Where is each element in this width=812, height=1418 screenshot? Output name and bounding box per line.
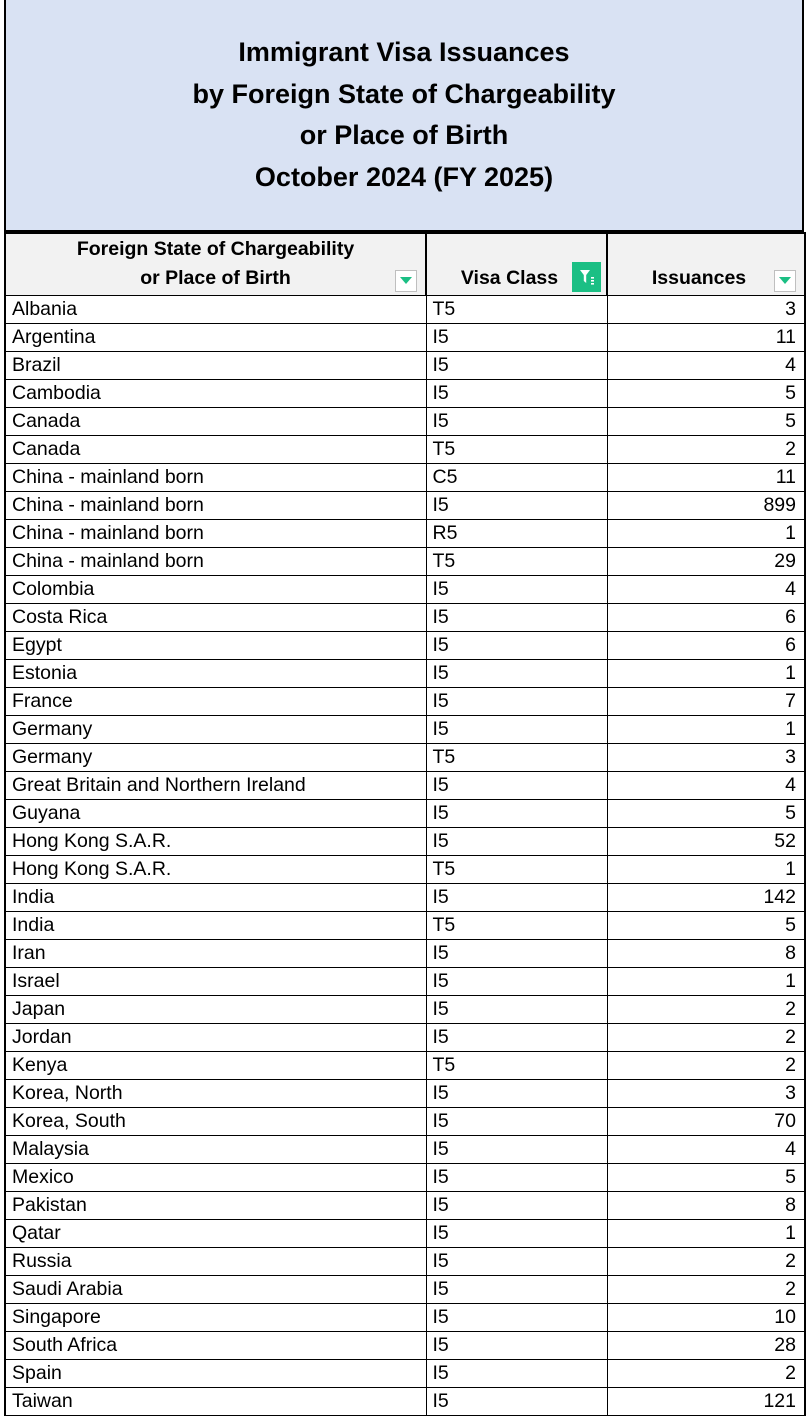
cell-country[interactable]: South Africa <box>5 1331 426 1359</box>
cell-country[interactable]: China - mainland born <box>5 519 426 547</box>
cell-visa-class[interactable]: I5 <box>426 491 607 519</box>
filter-dropdown-issuances[interactable] <box>774 270 796 292</box>
cell-visa-class[interactable]: I5 <box>426 1247 607 1275</box>
cell-visa-class[interactable]: I5 <box>426 1275 607 1303</box>
cell-country[interactable]: Egypt <box>5 631 426 659</box>
cell-country[interactable]: Hong Kong S.A.R. <box>5 855 426 883</box>
cell-visa-class[interactable]: I5 <box>426 1303 607 1331</box>
cell-issuances[interactable]: 1 <box>607 967 805 995</box>
table-row <box>5 519 805 547</box>
table-row <box>5 463 805 491</box>
issuance-table <box>4 232 806 1416</box>
cell-visa-class[interactable]: I5 <box>426 631 607 659</box>
cell-country[interactable]: India <box>5 883 426 911</box>
cell-visa-class[interactable]: I5 <box>426 827 607 855</box>
cell-country[interactable]: Korea, North <box>5 1079 426 1107</box>
cell-country[interactable]: Albania <box>5 295 426 323</box>
cell-issuances[interactable]: 6 <box>607 631 805 659</box>
cell-country[interactable]: Malaysia <box>5 1135 426 1163</box>
cell-visa-class[interactable]: I5 <box>426 771 607 799</box>
table-row <box>5 827 805 855</box>
table-row <box>5 435 805 463</box>
table-row <box>5 771 805 799</box>
cell-issuances[interactable]: 4 <box>607 1135 805 1163</box>
table-row <box>5 1051 805 1079</box>
cell-visa-class[interactable]: I5 <box>426 967 607 995</box>
cell-visa-class[interactable]: I5 <box>426 407 607 435</box>
cell-visa-class[interactable]: I5 <box>426 939 607 967</box>
table-row <box>5 1191 805 1219</box>
table-row <box>5 1303 805 1331</box>
cell-country[interactable]: Brazil <box>5 351 426 379</box>
table-row <box>5 379 805 407</box>
cell-issuances[interactable]: 3 <box>607 295 805 323</box>
cell-visa-class[interactable]: I5 <box>426 1359 607 1387</box>
cell-country[interactable]: Costa Rica <box>5 603 426 631</box>
cell-visa-class[interactable]: T5 <box>426 855 607 883</box>
cell-issuances[interactable]: 2 <box>607 1247 805 1275</box>
header-visa-class[interactable] <box>426 233 607 295</box>
cell-issuances[interactable]: 6 <box>607 603 805 631</box>
cell-country[interactable]: Colombia <box>5 575 426 603</box>
cell-visa-class[interactable]: I5 <box>426 799 607 827</box>
table-row <box>5 603 805 631</box>
cell-country[interactable]: Taiwan <box>5 1387 426 1415</box>
cell-country[interactable]: India <box>5 911 426 939</box>
header-visa-class-label: Visa Class <box>460 266 559 289</box>
table-row <box>5 1079 805 1107</box>
table-row <box>5 1135 805 1163</box>
cell-visa-class[interactable]: I5 <box>426 1023 607 1051</box>
cell-visa-class[interactable]: T5 <box>426 1051 607 1079</box>
cell-visa-class[interactable]: I5 <box>426 1107 607 1135</box>
cell-issuances[interactable]: 5 <box>607 911 805 939</box>
table-row <box>5 1107 805 1135</box>
title-line-4: October 2024 (FY 2025) <box>254 161 554 192</box>
table-row <box>5 1359 805 1387</box>
cell-country[interactable]: France <box>5 687 426 715</box>
cell-visa-class[interactable]: T5 <box>426 295 607 323</box>
cell-country[interactable]: Cambodia <box>5 379 426 407</box>
title-line-2: by Foreign State of Chargeability <box>192 78 616 109</box>
cell-issuances[interactable]: 2 <box>607 1051 805 1079</box>
header-issuances[interactable] <box>607 233 805 295</box>
table-row <box>5 799 805 827</box>
cell-visa-class[interactable]: I5 <box>426 1135 607 1163</box>
cell-country[interactable]: Israel <box>5 967 426 995</box>
cell-country[interactable]: Argentina <box>5 323 426 351</box>
cell-issuances[interactable]: 5 <box>607 1163 805 1191</box>
report-title-box <box>4 0 804 232</box>
cell-visa-class[interactable]: I5 <box>426 1163 607 1191</box>
table-body <box>5 295 805 1415</box>
table-row <box>5 659 805 687</box>
cell-visa-class[interactable]: I5 <box>426 1079 607 1107</box>
cell-visa-class[interactable]: I5 <box>426 603 607 631</box>
table-row <box>5 547 805 575</box>
cell-country[interactable]: Spain <box>5 1359 426 1387</box>
cell-visa-class[interactable]: I5 <box>426 323 607 351</box>
table-row <box>5 911 805 939</box>
cell-issuances[interactable]: 4 <box>607 771 805 799</box>
cell-issuances[interactable]: 2 <box>607 1359 805 1387</box>
cell-issuances[interactable]: 4 <box>607 575 805 603</box>
cell-issuances[interactable]: 52 <box>607 827 805 855</box>
cell-issuances[interactable]: 1 <box>607 855 805 883</box>
cell-visa-class[interactable]: I5 <box>426 351 607 379</box>
table-header-row <box>5 233 805 295</box>
cell-visa-class[interactable]: I5 <box>426 883 607 911</box>
table-row <box>5 687 805 715</box>
cell-country[interactable]: Saudi Arabia <box>5 1275 426 1303</box>
cell-country[interactable]: Singapore <box>5 1303 426 1331</box>
table-row <box>5 939 805 967</box>
table-row <box>5 967 805 995</box>
cell-issuances[interactable]: 28 <box>607 1331 805 1359</box>
cell-visa-class[interactable]: I5 <box>426 575 607 603</box>
cell-country[interactable]: Kenya <box>5 1051 426 1079</box>
cell-country[interactable]: Germany <box>5 715 426 743</box>
table-row <box>5 323 805 351</box>
filter-dropdown-country[interactable] <box>395 270 417 292</box>
cell-issuances[interactable]: 1 <box>607 659 805 687</box>
cell-issuances[interactable]: 2 <box>607 995 805 1023</box>
cell-country[interactable]: Jordan <box>5 1023 426 1051</box>
cell-issuances[interactable]: 5 <box>607 407 805 435</box>
cell-issuances[interactable]: 10 <box>607 1303 805 1331</box>
cell-issuances[interactable]: 11 <box>607 463 805 491</box>
table-row <box>5 351 805 379</box>
cell-issuances[interactable]: 8 <box>607 1191 805 1219</box>
cell-country[interactable]: Hong Kong S.A.R. <box>5 827 426 855</box>
cell-visa-class[interactable]: R5 <box>426 519 607 547</box>
cell-issuances[interactable]: 899 <box>607 491 805 519</box>
title-line-3: or Place of Birth <box>299 120 509 150</box>
cell-country[interactable]: Iran <box>5 939 426 967</box>
cell-country[interactable]: Japan <box>5 995 426 1023</box>
table-row <box>5 1331 805 1359</box>
cell-country[interactable]: Estonia <box>5 659 426 687</box>
table-row <box>5 995 805 1023</box>
cell-country[interactable]: Pakistan <box>5 1191 426 1219</box>
table-row <box>5 1275 805 1303</box>
cell-issuances[interactable]: 70 <box>607 1107 805 1135</box>
chevron-down-icon <box>779 277 791 284</box>
cell-country[interactable]: Qatar <box>5 1219 426 1247</box>
filter-funnel-icon <box>579 268 595 286</box>
cell-visa-class[interactable]: I5 <box>426 1387 607 1415</box>
table-row <box>5 743 805 771</box>
header-country-line2: or Place of Birth <box>140 266 291 289</box>
cell-visa-class[interactable]: T5 <box>426 911 607 939</box>
cell-country[interactable]: Germany <box>5 743 426 771</box>
cell-visa-class[interactable]: T5 <box>426 435 607 463</box>
cell-issuances[interactable]: 3 <box>607 743 805 771</box>
cell-issuances[interactable]: 1 <box>607 715 805 743</box>
cell-issuances[interactable]: 7 <box>607 687 805 715</box>
table-row <box>5 1387 805 1415</box>
header-country-line1: Foreign State of Chargeability <box>76 237 355 260</box>
table-row <box>5 1023 805 1051</box>
cell-issuances[interactable]: 3 <box>607 1079 805 1107</box>
table-row <box>5 715 805 743</box>
filter-active-visa-class[interactable] <box>572 262 601 292</box>
cell-issuances[interactable]: 1 <box>607 519 805 547</box>
table-row <box>5 1219 805 1247</box>
table-row <box>5 883 805 911</box>
table-row <box>5 631 805 659</box>
cell-issuances[interactable]: 142 <box>607 883 805 911</box>
table-row <box>5 1163 805 1191</box>
cell-country[interactable]: Great Britain and Northern Ireland <box>5 771 426 799</box>
cell-visa-class[interactable]: I5 <box>426 995 607 1023</box>
cell-visa-class[interactable]: C5 <box>426 463 607 491</box>
cell-issuances[interactable]: 2 <box>607 1023 805 1051</box>
cell-issuances[interactable]: 4 <box>607 351 805 379</box>
cell-visa-class[interactable]: I5 <box>426 1331 607 1359</box>
cell-visa-class[interactable]: T5 <box>426 743 607 771</box>
cell-country[interactable]: Korea, South <box>5 1107 426 1135</box>
cell-country[interactable]: Russia <box>5 1247 426 1275</box>
cell-issuances[interactable]: 29 <box>607 547 805 575</box>
cell-visa-class[interactable]: T5 <box>426 547 607 575</box>
chevron-down-icon <box>400 277 412 284</box>
cell-country[interactable]: Canada <box>5 435 426 463</box>
cell-country[interactable]: Canada <box>5 407 426 435</box>
cell-visa-class[interactable]: I5 <box>426 1219 607 1247</box>
cell-country[interactable]: China - mainland born <box>5 463 426 491</box>
cell-issuances[interactable]: 2 <box>607 435 805 463</box>
cell-country[interactable]: China - mainland born <box>5 491 426 519</box>
cell-visa-class[interactable]: I5 <box>426 379 607 407</box>
header-country[interactable] <box>5 233 426 295</box>
cell-visa-class[interactable]: I5 <box>426 687 607 715</box>
cell-issuances[interactable]: 2 <box>607 1275 805 1303</box>
table-row <box>5 1247 805 1275</box>
cell-issuances[interactable]: 5 <box>607 799 805 827</box>
cell-issuances[interactable]: 11 <box>607 323 805 351</box>
cell-issuances[interactable]: 1 <box>607 1219 805 1247</box>
table-row <box>5 295 805 323</box>
cell-issuances[interactable]: 8 <box>607 939 805 967</box>
cell-visa-class[interactable]: I5 <box>426 659 607 687</box>
cell-issuances[interactable]: 5 <box>607 379 805 407</box>
cell-visa-class[interactable]: I5 <box>426 715 607 743</box>
header-issuances-label: Issuances <box>651 266 747 289</box>
title-line-1: Immigrant Visa Issuances <box>238 37 570 67</box>
cell-visa-class[interactable]: I5 <box>426 1191 607 1219</box>
table-row <box>5 407 805 435</box>
table-row <box>5 491 805 519</box>
table-row <box>5 855 805 883</box>
cell-country[interactable]: Guyana <box>5 799 426 827</box>
cell-issuances[interactable]: 121 <box>607 1387 805 1415</box>
cell-country[interactable]: Mexico <box>5 1163 426 1191</box>
table-row <box>5 575 805 603</box>
cell-country[interactable]: China - mainland born <box>5 547 426 575</box>
